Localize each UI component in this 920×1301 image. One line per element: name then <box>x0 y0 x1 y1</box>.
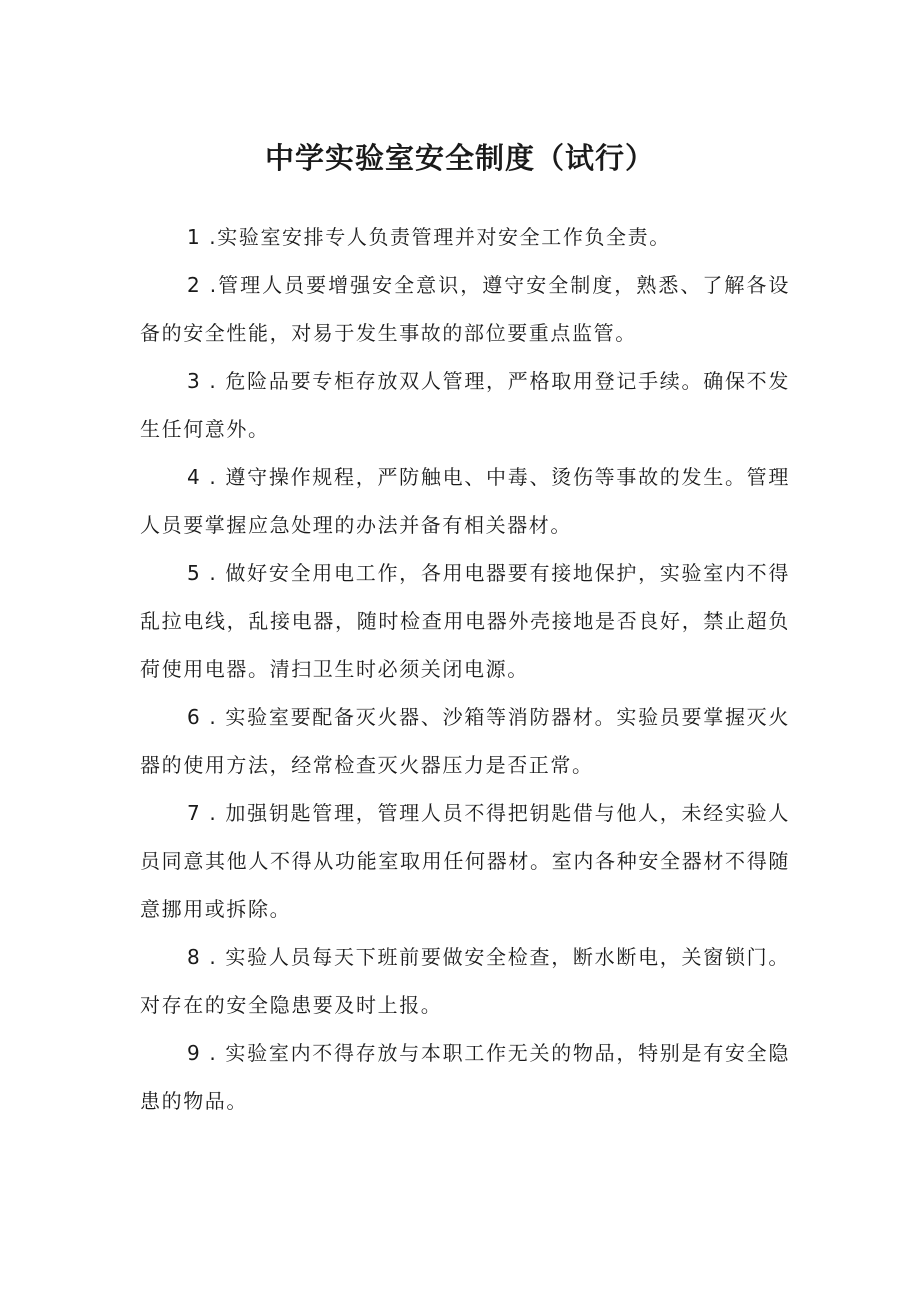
rule-paragraph-8: 8 . 实验人员每天下班前要做安全检查，断水断电，关窗锁门。对存在的安全隐患要及时上报。 <box>140 945 790 1017</box>
rule-paragraph-7: 7 . 加强钥匙管理，管理人员不得把钥匙借与他人，未经实验人员同意其他人不得从功能室取用任何器材。室内各种安全器材不得随意挪用或拆除。 <box>140 801 790 921</box>
rule-paragraph-4: 4 . 遵守操作规程，严防触电、中毒、烫伤等事故的发生。管理人员要掌握应急处理的办法并备有相关器材。 <box>140 465 790 537</box>
document-title: 中学实验室安全制度（试行） <box>264 141 655 175</box>
rule-paragraph-1: 1 .实验室安排专人负责管理并对安全工作负全责。 <box>187 225 671 249</box>
rule-paragraph-3: 3 . 危险品要专柜存放双人管理，严格取用登记手续。确保不发生任何意外。 <box>140 369 790 441</box>
rule-paragraph-6: 6 . 实验室要配备灭火器、沙箱等消防器材。实验员要掌握灭火器的使用方法，经常检查灭火器压力是否正常。 <box>140 705 790 777</box>
rule-paragraph-9: 9 . 实验室内不得存放与本职工作无关的物品，特别是有安全隐患的物品。 <box>140 1041 790 1113</box>
document-body <box>140 213 790 1125</box>
rule-paragraph-2: 2 .管理人员要增强安全意识，遵守安全制度，熟悉、了解各设备的安全性能，对易于发生事故的部位要重点监管。 <box>140 273 790 345</box>
rule-paragraph-5: 5 . 做好安全用电工作，各用电器要有接地保护，实验室内不得乱拉电线，乱接电器，随时检查用电器外壳接地是否良好，禁止超负荷使用电器。清扫卫生时必须关闭电源。 <box>140 561 790 681</box>
